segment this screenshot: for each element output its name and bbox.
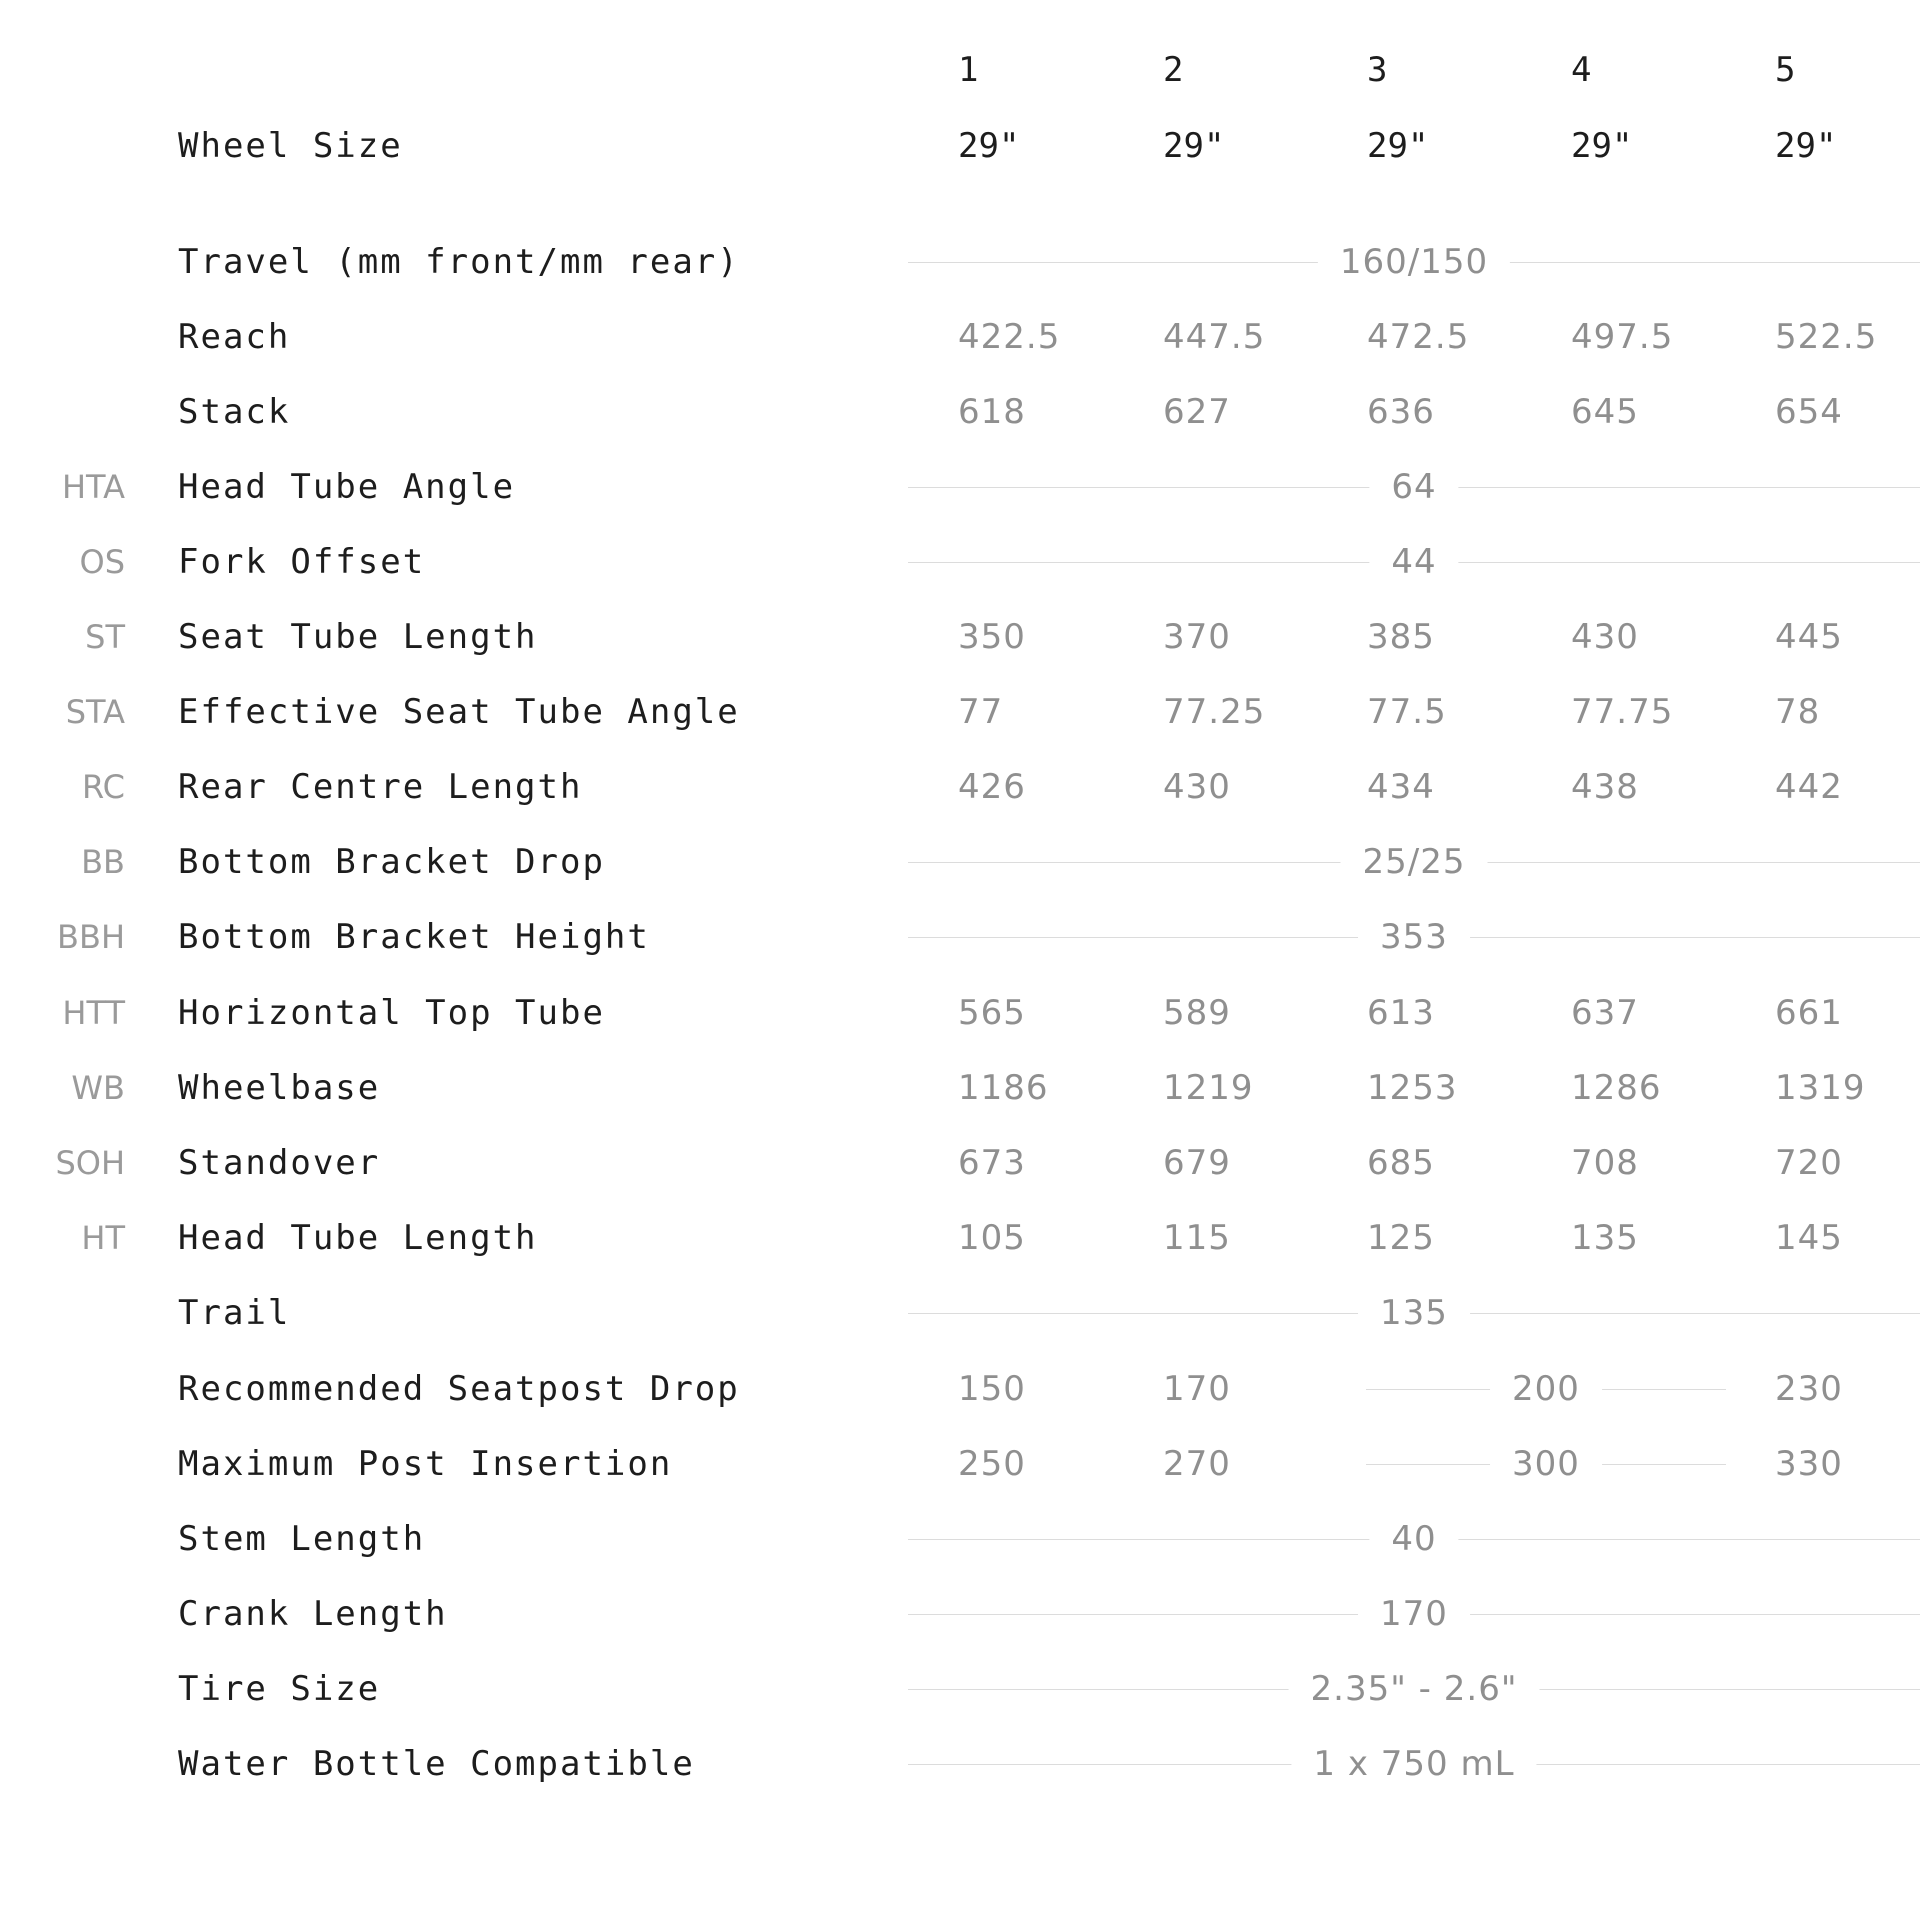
spec-row (0, 1509, 1920, 1569)
spec-label: Seat Tube Length (178, 617, 538, 657)
spec-value: 422.5 (958, 317, 1061, 357)
spec-abbreviation: SOH (55, 1144, 125, 1182)
spec-row (0, 307, 1920, 367)
spec-value: 250 (958, 1444, 1026, 1484)
spec-value: 77.5 (1367, 692, 1447, 732)
spec-row (0, 607, 1920, 667)
spec-label: Travel (mm front/mm rear) (178, 242, 740, 282)
spec-label: Water Bottle Compatible (178, 1744, 695, 1784)
spec-value: 385 (1367, 617, 1435, 657)
spec-row (0, 1359, 1920, 1419)
spec-value: 654 (1775, 392, 1843, 432)
spec-value: 170 (1358, 1584, 1470, 1644)
spec-label: Wheel Size (178, 126, 403, 166)
spanning-value (908, 1659, 1920, 1719)
spec-value: 300 (1490, 1434, 1602, 1494)
spec-value: 135 (1358, 1283, 1470, 1343)
spanning-value (908, 457, 1920, 517)
spec-value: 64 (1369, 457, 1458, 517)
spanning-value (908, 1734, 1920, 1794)
spec-row (0, 832, 1920, 892)
spec-value: 230 (1775, 1369, 1843, 1409)
spec-value: 618 (958, 392, 1026, 432)
spec-row (0, 1584, 1920, 1644)
spec-value: 77 (958, 692, 1004, 732)
spec-row (0, 983, 1920, 1043)
spec-value: 29" (958, 126, 1020, 166)
spec-row (0, 1283, 1920, 1343)
spec-value: 44 (1369, 532, 1458, 592)
spec-label: Maximum Post Insertion (178, 1444, 673, 1484)
spec-label: Bottom Bracket Drop (178, 842, 605, 882)
spec-abbreviation: HTT (62, 994, 125, 1032)
spec-label: Standover (178, 1143, 381, 1183)
spec-abbreviation: ST (85, 618, 125, 656)
spec-abbreviation: STA (65, 693, 125, 731)
spec-value: 497.5 (1571, 317, 1674, 357)
spec-row (0, 232, 1920, 292)
spec-value: 589 (1163, 993, 1231, 1033)
spec-abbreviation: WB (71, 1069, 125, 1107)
spec-value: 170 (1163, 1369, 1231, 1409)
spec-value: 1286 (1571, 1068, 1662, 1108)
spec-value: 29" (1367, 126, 1429, 166)
spec-value: 720 (1775, 1143, 1843, 1183)
spec-row (0, 532, 1920, 592)
spec-value: 1 x 750 mL (1291, 1734, 1536, 1794)
spec-value: 160/150 (1318, 232, 1510, 292)
spec-label: Trail (178, 1293, 291, 1333)
spec-value: 679 (1163, 1143, 1231, 1183)
spec-row (0, 1734, 1920, 1794)
spec-value: 1253 (1367, 1068, 1458, 1108)
spec-value: 673 (958, 1143, 1026, 1183)
spec-row (0, 382, 1920, 442)
spec-value: 105 (958, 1218, 1026, 1258)
spanning-value (908, 1283, 1920, 1343)
spec-value: 442 (1775, 767, 1843, 807)
spec-value: 353 (1358, 907, 1470, 967)
spec-value: 135 (1571, 1218, 1639, 1258)
spec-label: Rear Centre Length (178, 767, 583, 807)
spec-value: 2.35" - 2.6" (1289, 1659, 1540, 1719)
spec-abbreviation: BBH (57, 918, 125, 956)
spec-value: 1219 (1163, 1068, 1254, 1108)
size-header: 1 (958, 50, 979, 90)
spanning-value (908, 907, 1920, 967)
spec-row (0, 682, 1920, 742)
spec-label: Effective Seat Tube Angle (178, 692, 740, 732)
spec-abbreviation: HTA (61, 468, 125, 506)
size-header-row (0, 40, 1920, 100)
spec-value: 426 (958, 767, 1026, 807)
spec-value: 1186 (958, 1068, 1049, 1108)
spec-value: 125 (1367, 1218, 1435, 1258)
spec-value: 78 (1775, 692, 1821, 732)
spec-abbreviation: OS (79, 543, 125, 581)
spanning-value (1366, 1434, 1726, 1494)
size-header: 2 (1163, 50, 1184, 90)
spanning-value (908, 832, 1920, 892)
spec-value: 270 (1163, 1444, 1231, 1484)
spec-label: Crank Length (178, 1594, 448, 1634)
spec-label: Reach (178, 317, 291, 357)
spec-label: Stack (178, 392, 291, 432)
spec-value: 430 (1571, 617, 1639, 657)
spec-row (0, 1058, 1920, 1118)
size-header: 5 (1775, 50, 1796, 90)
spec-value: 708 (1571, 1143, 1639, 1183)
spec-value: 685 (1367, 1143, 1435, 1183)
spec-value: 637 (1571, 993, 1639, 1033)
spec-value: 447.5 (1163, 317, 1266, 357)
spec-label: Fork Offset (178, 542, 426, 582)
spec-value: 661 (1775, 993, 1843, 1033)
spec-value: 434 (1367, 767, 1435, 807)
spec-value: 565 (958, 993, 1026, 1033)
spec-row (0, 1434, 1920, 1494)
spec-label: Horizontal Top Tube (178, 993, 605, 1033)
spec-label: Tire Size (178, 1669, 381, 1709)
spec-row (0, 1133, 1920, 1193)
spec-value: 77.75 (1571, 692, 1674, 732)
spec-label: Head Tube Angle (178, 467, 516, 507)
spec-value: 613 (1367, 993, 1435, 1033)
spec-row (0, 757, 1920, 817)
spec-value: 330 (1775, 1444, 1843, 1484)
spec-value: 40 (1369, 1509, 1458, 1569)
spec-value: 115 (1163, 1218, 1231, 1258)
size-header: 4 (1571, 50, 1592, 90)
spec-row (0, 1208, 1920, 1268)
spec-value: 29" (1571, 126, 1633, 166)
spec-label: Stem Length (178, 1519, 426, 1559)
spec-value: 522.5 (1775, 317, 1878, 357)
spec-value: 145 (1775, 1218, 1843, 1258)
spec-abbreviation: RC (82, 768, 125, 806)
spec-value: 645 (1571, 392, 1639, 432)
spanning-value (908, 1584, 1920, 1644)
spec-abbreviation: BB (81, 843, 125, 881)
spec-row (0, 457, 1920, 517)
spec-value: 29" (1775, 126, 1837, 166)
spanning-value (908, 532, 1920, 592)
spec-value: 29" (1163, 126, 1225, 166)
spec-value: 636 (1367, 392, 1435, 432)
spec-row (0, 116, 1920, 176)
spec-row (0, 1659, 1920, 1719)
spec-label: Bottom Bracket Height (178, 917, 650, 957)
spec-value: 430 (1163, 767, 1231, 807)
size-header: 3 (1367, 50, 1388, 90)
spanning-value (908, 1509, 1920, 1569)
spec-value: 25/25 (1341, 832, 1488, 892)
spec-value: 445 (1775, 617, 1843, 657)
spec-value: 200 (1490, 1359, 1602, 1419)
spanning-value (908, 232, 1920, 292)
spec-label: Recommended Seatpost Drop (178, 1369, 740, 1409)
spec-label: Wheelbase (178, 1068, 381, 1108)
spec-value: 1319 (1775, 1068, 1866, 1108)
spec-value: 370 (1163, 617, 1231, 657)
spec-value: 472.5 (1367, 317, 1470, 357)
spec-value: 150 (958, 1369, 1026, 1409)
spec-value: 627 (1163, 392, 1231, 432)
spec-value: 350 (958, 617, 1026, 657)
spec-row (0, 907, 1920, 967)
spec-value: 438 (1571, 767, 1639, 807)
spec-label: Head Tube Length (178, 1218, 538, 1258)
spanning-value (1366, 1359, 1726, 1419)
spec-value: 77.25 (1163, 692, 1266, 732)
spec-abbreviation: HT (81, 1219, 125, 1257)
